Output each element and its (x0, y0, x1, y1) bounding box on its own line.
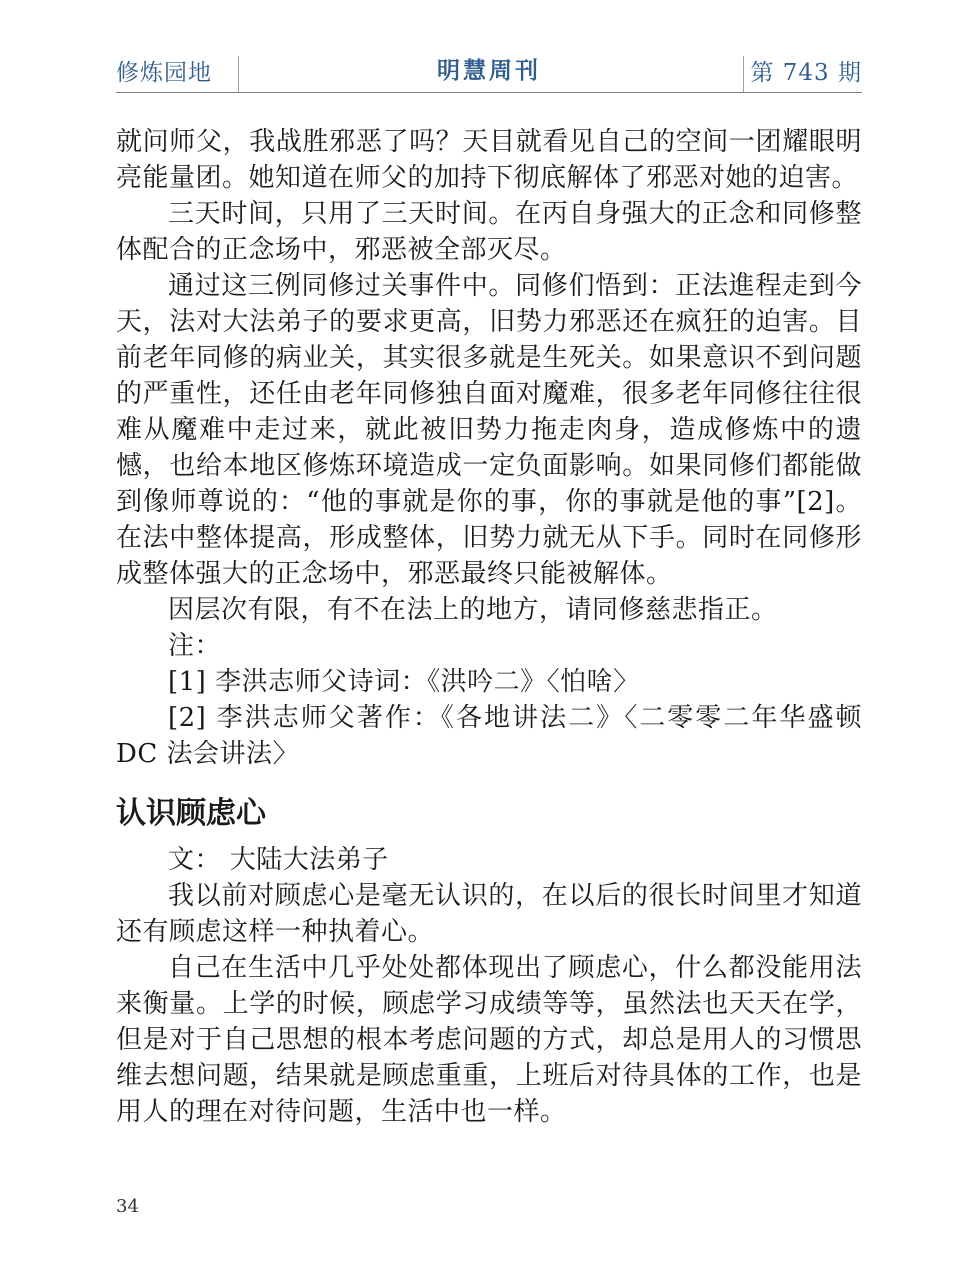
notes-label: 注： (168, 631, 222, 661)
page-number: 34 (116, 1196, 139, 1217)
article-byline: 文： 大陆大法弟子 (168, 845, 389, 875)
paragraph: 通过这三例同修过关事件中。同修们悟到：正法進程走到今天，法对大法弟子的要求更高，旧势力邪恶还在疯狂的迫害。目前老年同修的病业关，其实很多就是生死关。如果意识不到问题的严重性，还任由老年同修独自面对魔难，很多老年同修往往很难从魔难中走过来，就此被旧势力拖走肉身，造成修炼中的遗憾，也给本地区修炼环境造成一定负面影响。如果同修们都能做到像师尊说的：“他的事就是你的事，你的事就是他的事”[2]。在法中整体提高，形成整体，旧势力就无从下手。同时在同修形成整体强大的正念场中，邪恶最终只能被解体。 (116, 271, 862, 589)
page-content (116, 124, 862, 1130)
section-name: 修炼园地 (116, 60, 212, 86)
continued-paragraph: 就问师父，我战胜邪恶了吗？天目就看见自己的空间一团耀眼明亮能量团。她知道在师父的加持下彻底解体了邪恶对她的迫害。 (116, 127, 862, 193)
note-item: [2] 李洪志师父著作：《各地讲法二》〈二零零二年华盛顿 DC 法会讲法〉 (116, 703, 862, 769)
publication-name: 明慧周刊 (437, 58, 541, 84)
closing-paragraph: 因层次有限，有不在法上的地方，请同修慈悲指正。 (168, 595, 778, 625)
issue-number: 第 743 期 (750, 60, 862, 86)
note-item: [1] 李洪志师父诗词：《洪吟二》〈怕啥〉 (168, 667, 640, 697)
article-paragraph: 自己在生活中几乎处处都体现出了顾虑心，什么都没能用法来衡量。上学的时候，顾虑学习成绩等等，虽然法也天天在学，但是对于自己思想的根本考虑问题的方式，却总是用人的习惯思维去想问题，结果就是顾虑重重，上班后对待具体的工作，也是用人的理在对待问题，生活中也一样。 (116, 953, 862, 1127)
article-title: 认识顾虑心 (116, 796, 266, 831)
article-paragraph: 我以前对顾虑心是毫无认识的，在以后的很长时间里才知道还有顾虑这样一种执着心。 (116, 881, 862, 947)
header-divider-right (743, 56, 744, 92)
page-header (116, 46, 862, 93)
paragraph: 三天时间，只用了三天时间。在丙自身强大的正念和同修整体配合的正念场中，邪恶被全部灭尽。 (116, 199, 862, 265)
